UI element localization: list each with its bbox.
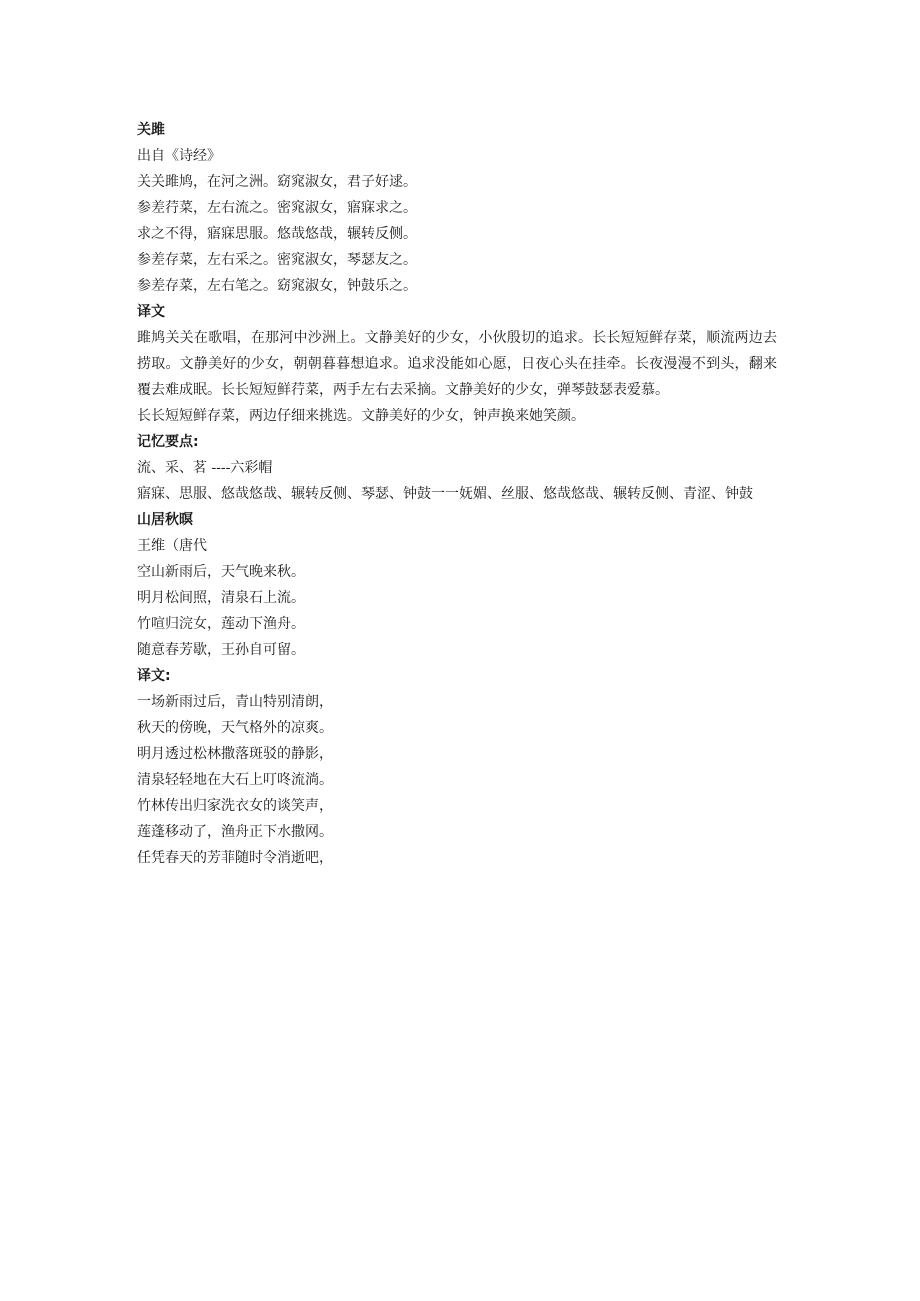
- poem1-translation-paragraph: 雎鸠关关在歌唱，在那河中沙洲上。文静美好的少女，小伙殷切的追求。长长短短鲜存菜，顺流两边去捞取。文静美好的少女，朝朝暮暮想追求。追求没能如心愿，日夜心头在挂牵。长夜漫漫不到头，翻来覆去难成眠。长长短短鲜荇菜，两手左右去采摘。文静美好的少女，弹琴鼓瑟表爱慕。: [137, 330, 777, 398]
- poem2-line: 空山新雨后，天气晚来秋。: [137, 564, 305, 580]
- poem1-title: 关雎: [137, 122, 165, 138]
- poem2-translation-line: 任凭春天的芳菲随时令消逝吧，: [137, 850, 333, 866]
- poem2-line: 明月松间照，清泉石上流。: [137, 590, 305, 606]
- poem2-translation-line: 明月透过松林撒落斑驳的静影，: [137, 746, 333, 762]
- poem2-line: 竹喧归浣女，莲动下渔舟。: [137, 616, 305, 632]
- poem1-translation-paragraph: 长长短短鲜存菜，两边仔细来挑选。文静美好的少女，钟声换来她笑颜。: [137, 408, 585, 424]
- poem2-author: 王维（唐代: [137, 538, 207, 554]
- poem1-line: 求之不得，寤寐思服。悠哉悠哉，辗转反侧。: [137, 226, 417, 242]
- poem2-translation-line: 秋天的傍晚，天气格外的凉爽。: [137, 720, 333, 736]
- poem1-source: 出自《诗经》: [137, 148, 221, 164]
- memory-line: 寤寐、思服、悠哉悠哉、辗转反侧、琴瑟、钟鼓一一妩媚、丝服、悠哉悠哉、辗转反侧、青涩、钟鼓: [137, 486, 753, 502]
- poem2-title: 山居秋暝: [137, 512, 193, 528]
- poem2-translation-line: 莲蓬移动了，渔舟正下水撒网。: [137, 824, 333, 840]
- poem2-translation-line: 一场新雨过后，青山特别清朗，: [137, 694, 333, 710]
- memory-line: 流、采、茗 ----六彩帽: [137, 460, 273, 476]
- poem2-line: 随意春芳歇，王孙自可留。: [137, 642, 305, 658]
- poem2-translation-line: 清泉轻轻地在大石上叮咚流淌。: [137, 772, 333, 788]
- poem2-translation-heading: 译文:: [137, 668, 171, 684]
- document-page: [137, 117, 777, 871]
- poem1-line: 参差荇菜，左右流之。密窕淑女，寤寐求之。: [137, 200, 417, 216]
- poem2-translation-line: 竹林传出归家洗衣女的谈笑声，: [137, 798, 333, 814]
- poem1-translation-heading: 译文: [137, 304, 165, 320]
- poem1-line: 关关雎鸠，在河之洲。窈窕淑女，君子好逑。: [137, 174, 417, 190]
- poem1-line: 参差存菜，左右笔之。窈窕淑女，钟鼓乐之。: [137, 278, 417, 294]
- poem1-line: 参差存菜，左右采之。密窕淑女，琴瑟友之。: [137, 252, 417, 268]
- memory-heading: 记忆要点:: [137, 434, 199, 450]
